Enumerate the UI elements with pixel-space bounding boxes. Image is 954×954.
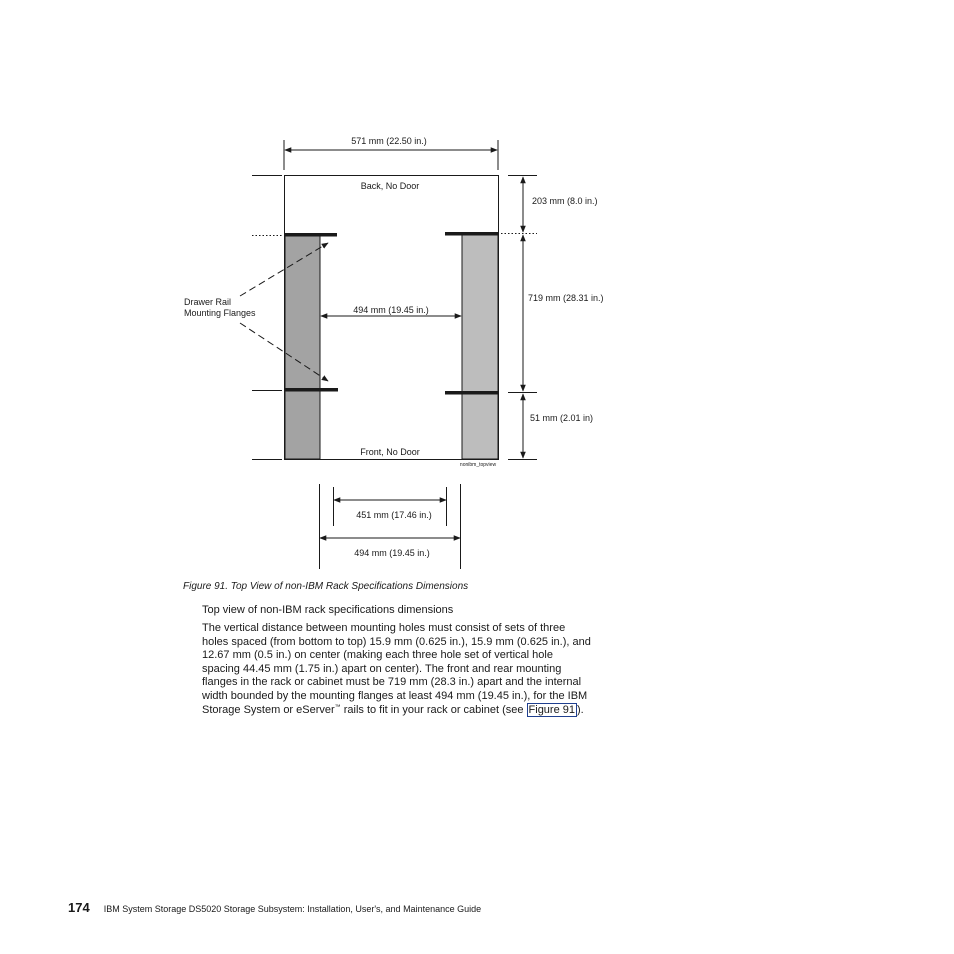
paragraph-line: flanges in the rack or cabinet must be 719 mm (28.3 in.) apart and the internal xyxy=(202,676,582,689)
body-paragraph xyxy=(202,622,632,717)
image-id-label: nonibm_topview xyxy=(459,462,497,468)
left-rail-post xyxy=(285,235,320,459)
paragraph-line: holes spaced (from bottom to top) 15.9 mm (0.625 in.), 15.9 mm (0.625 in.), and xyxy=(202,635,591,648)
dimension-right-middle xyxy=(523,235,604,391)
dim-right-top-label: 203 mm (8.0 in.) xyxy=(532,196,598,206)
dimension-right-bottom xyxy=(523,394,593,458)
figure-91-link[interactable]: Figure 91 xyxy=(528,703,576,716)
paragraph-line: 12.67 mm (0.5 in.) on center (making each three hole set of vertical hole xyxy=(202,649,553,662)
book-title: IBM System Storage DS5020 Storage Subsystem: Installation, User's, and Maintenance Guide xyxy=(103,904,482,914)
paragraph-line: The vertical distance between mounting holes must consist of sets of three xyxy=(202,622,566,634)
back-label: Back, No Door xyxy=(360,181,420,191)
front-label: Front, No Door xyxy=(360,447,420,457)
paragraph-line: spacing 44.45 mm (1.75 in.) apart on center). The front and rear mounting xyxy=(202,662,562,675)
page-number: 174 xyxy=(68,900,90,915)
paragraph-line-last xyxy=(202,704,632,718)
dim-bottom-inner-label: 451 mm (17.46 in.) xyxy=(356,510,432,520)
paragraph-text: Storage System or eServer xyxy=(202,703,335,716)
dim-right-middle-label: 719 mm (28.31 in.) xyxy=(528,293,604,303)
trademark-symbol: ™ xyxy=(334,703,341,710)
flange-label-line1: Drawer Rail xyxy=(184,297,232,307)
dimension-top-width xyxy=(284,136,498,170)
dimension-right-top xyxy=(523,177,598,232)
left-rear-flange xyxy=(285,233,337,237)
paragraph-text: ). xyxy=(577,703,584,716)
right-rail-post xyxy=(462,235,498,459)
paragraph-text: rails to fit in your rack or cabinet (see xyxy=(340,703,527,716)
figure-caption: Figure 91. Top View of non-IBM Rack Specifications Dimensions xyxy=(183,581,469,592)
dim-inner-width-label: 494 mm (19.45 in.) xyxy=(353,305,429,315)
flange-label-line2: Mounting Flanges xyxy=(184,308,256,318)
dim-bottom-outer-label: 494 mm (19.45 in.) xyxy=(354,548,430,558)
right-front-flange xyxy=(445,391,499,395)
dimension-bottom xyxy=(320,484,461,569)
subheading: Top view of non-IBM rack specifications dimensions xyxy=(202,604,454,616)
dim-right-bottom-label: 51 mm (2.01 in) xyxy=(530,413,594,423)
dimension-inner-width xyxy=(321,305,461,316)
right-rear-flange xyxy=(445,232,499,236)
left-front-flange xyxy=(285,388,338,392)
page-footer xyxy=(68,900,481,915)
paragraph-line: width bounded by the mounting flanges at least 494 mm (19.45 in.), for the IBM xyxy=(202,689,588,702)
dim-top-width-label: 571 mm (22.50 in.) xyxy=(351,136,427,146)
